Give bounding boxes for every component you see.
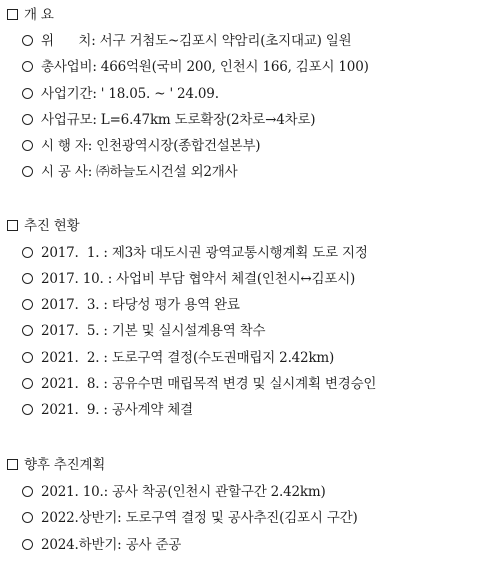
item-text: 2021. 9. : 공사계약 체결 <box>41 402 193 418</box>
section-heading-future <box>7 454 105 476</box>
list-item <box>22 534 181 556</box>
list-item <box>22 320 265 342</box>
circle-bullet-icon <box>22 273 33 284</box>
list-item <box>22 347 334 369</box>
circle-bullet-icon <box>22 114 33 125</box>
list-item <box>22 481 326 503</box>
circle-bullet-icon <box>22 378 33 389</box>
item-text: 시 공 사: ㈜하늘도시건설 외2개사 <box>41 164 238 180</box>
list-item <box>22 507 358 529</box>
item-text: 2017. 5. : 기본 및 실시설계용역 착수 <box>41 323 266 339</box>
circle-bullet-icon <box>22 247 33 258</box>
item-text: 총사업비: 466억원(국비 200, 인천시 166, 김포시 100) <box>41 59 369 75</box>
section-heading-overview <box>7 4 54 26</box>
checkbox-square-icon <box>7 459 18 470</box>
item-text: 2017. 1. : 제3차 대도시권 광역교통시행계획 도로 지정 <box>41 245 368 261</box>
circle-bullet-icon <box>22 512 33 523</box>
circle-bullet-icon <box>22 140 33 151</box>
circle-bullet-icon <box>22 404 33 415</box>
circle-bullet-icon <box>22 61 33 72</box>
circle-bullet-icon <box>22 88 33 99</box>
list-item <box>22 109 315 131</box>
circle-bullet-icon <box>22 325 33 336</box>
item-text: 2021. 2. : 도로구역 결정(수도권매립지 2.42km) <box>41 350 335 366</box>
item-text: 2024.하반기: 공사 준공 <box>41 537 182 553</box>
item-text: 시 행 자: 인천광역시장(종합건설본부) <box>41 138 261 154</box>
checkbox-square-icon <box>7 9 18 20</box>
list-item <box>22 83 219 105</box>
circle-bullet-icon <box>22 299 33 310</box>
item-text: 2017. 3. : 타당성 평가 용역 완료 <box>41 297 240 313</box>
item-text: 사업규모: L=6.47km 도로확장(2차로→4차로) <box>41 112 316 128</box>
heading-text: 추진 현황 <box>24 218 80 234</box>
list-item <box>22 135 260 157</box>
list-item <box>22 399 193 421</box>
item-text: 2021. 8. : 공유수면 매립목적 변경 및 실시계획 변경승인 <box>41 376 377 392</box>
item-text: 사업기간: ' 18.05. ~ ' 24.09. <box>41 86 219 102</box>
list-item <box>22 161 238 183</box>
list-item <box>22 242 368 264</box>
list-item <box>22 268 355 290</box>
item-text: 2021. 10.: 공사 착공(인천시 관할구간 2.42km) <box>41 484 326 500</box>
circle-bullet-icon <box>22 35 33 46</box>
list-item <box>22 373 376 395</box>
item-text: 2017. 10. : 사업비 부담 협약서 체결(인천시↔김포시) <box>41 271 356 287</box>
list-item <box>22 30 352 52</box>
heading-text: 개 요 <box>24 7 54 23</box>
list-item <box>22 294 240 316</box>
circle-bullet-icon <box>22 539 33 550</box>
heading-text: 향후 추진계획 <box>24 457 106 473</box>
item-text: 위 치: 서구 거첨도~김포시 약암리(초지대교) 일원 <box>41 33 352 49</box>
circle-bullet-icon <box>22 352 33 363</box>
circle-bullet-icon <box>22 486 33 497</box>
circle-bullet-icon <box>22 166 33 177</box>
list-item <box>22 56 369 78</box>
checkbox-square-icon <box>7 220 18 231</box>
item-text: 2022.상반기: 도로구역 결정 및 공사추진(김포시 구간) <box>41 510 358 526</box>
section-heading-progress <box>7 215 79 237</box>
